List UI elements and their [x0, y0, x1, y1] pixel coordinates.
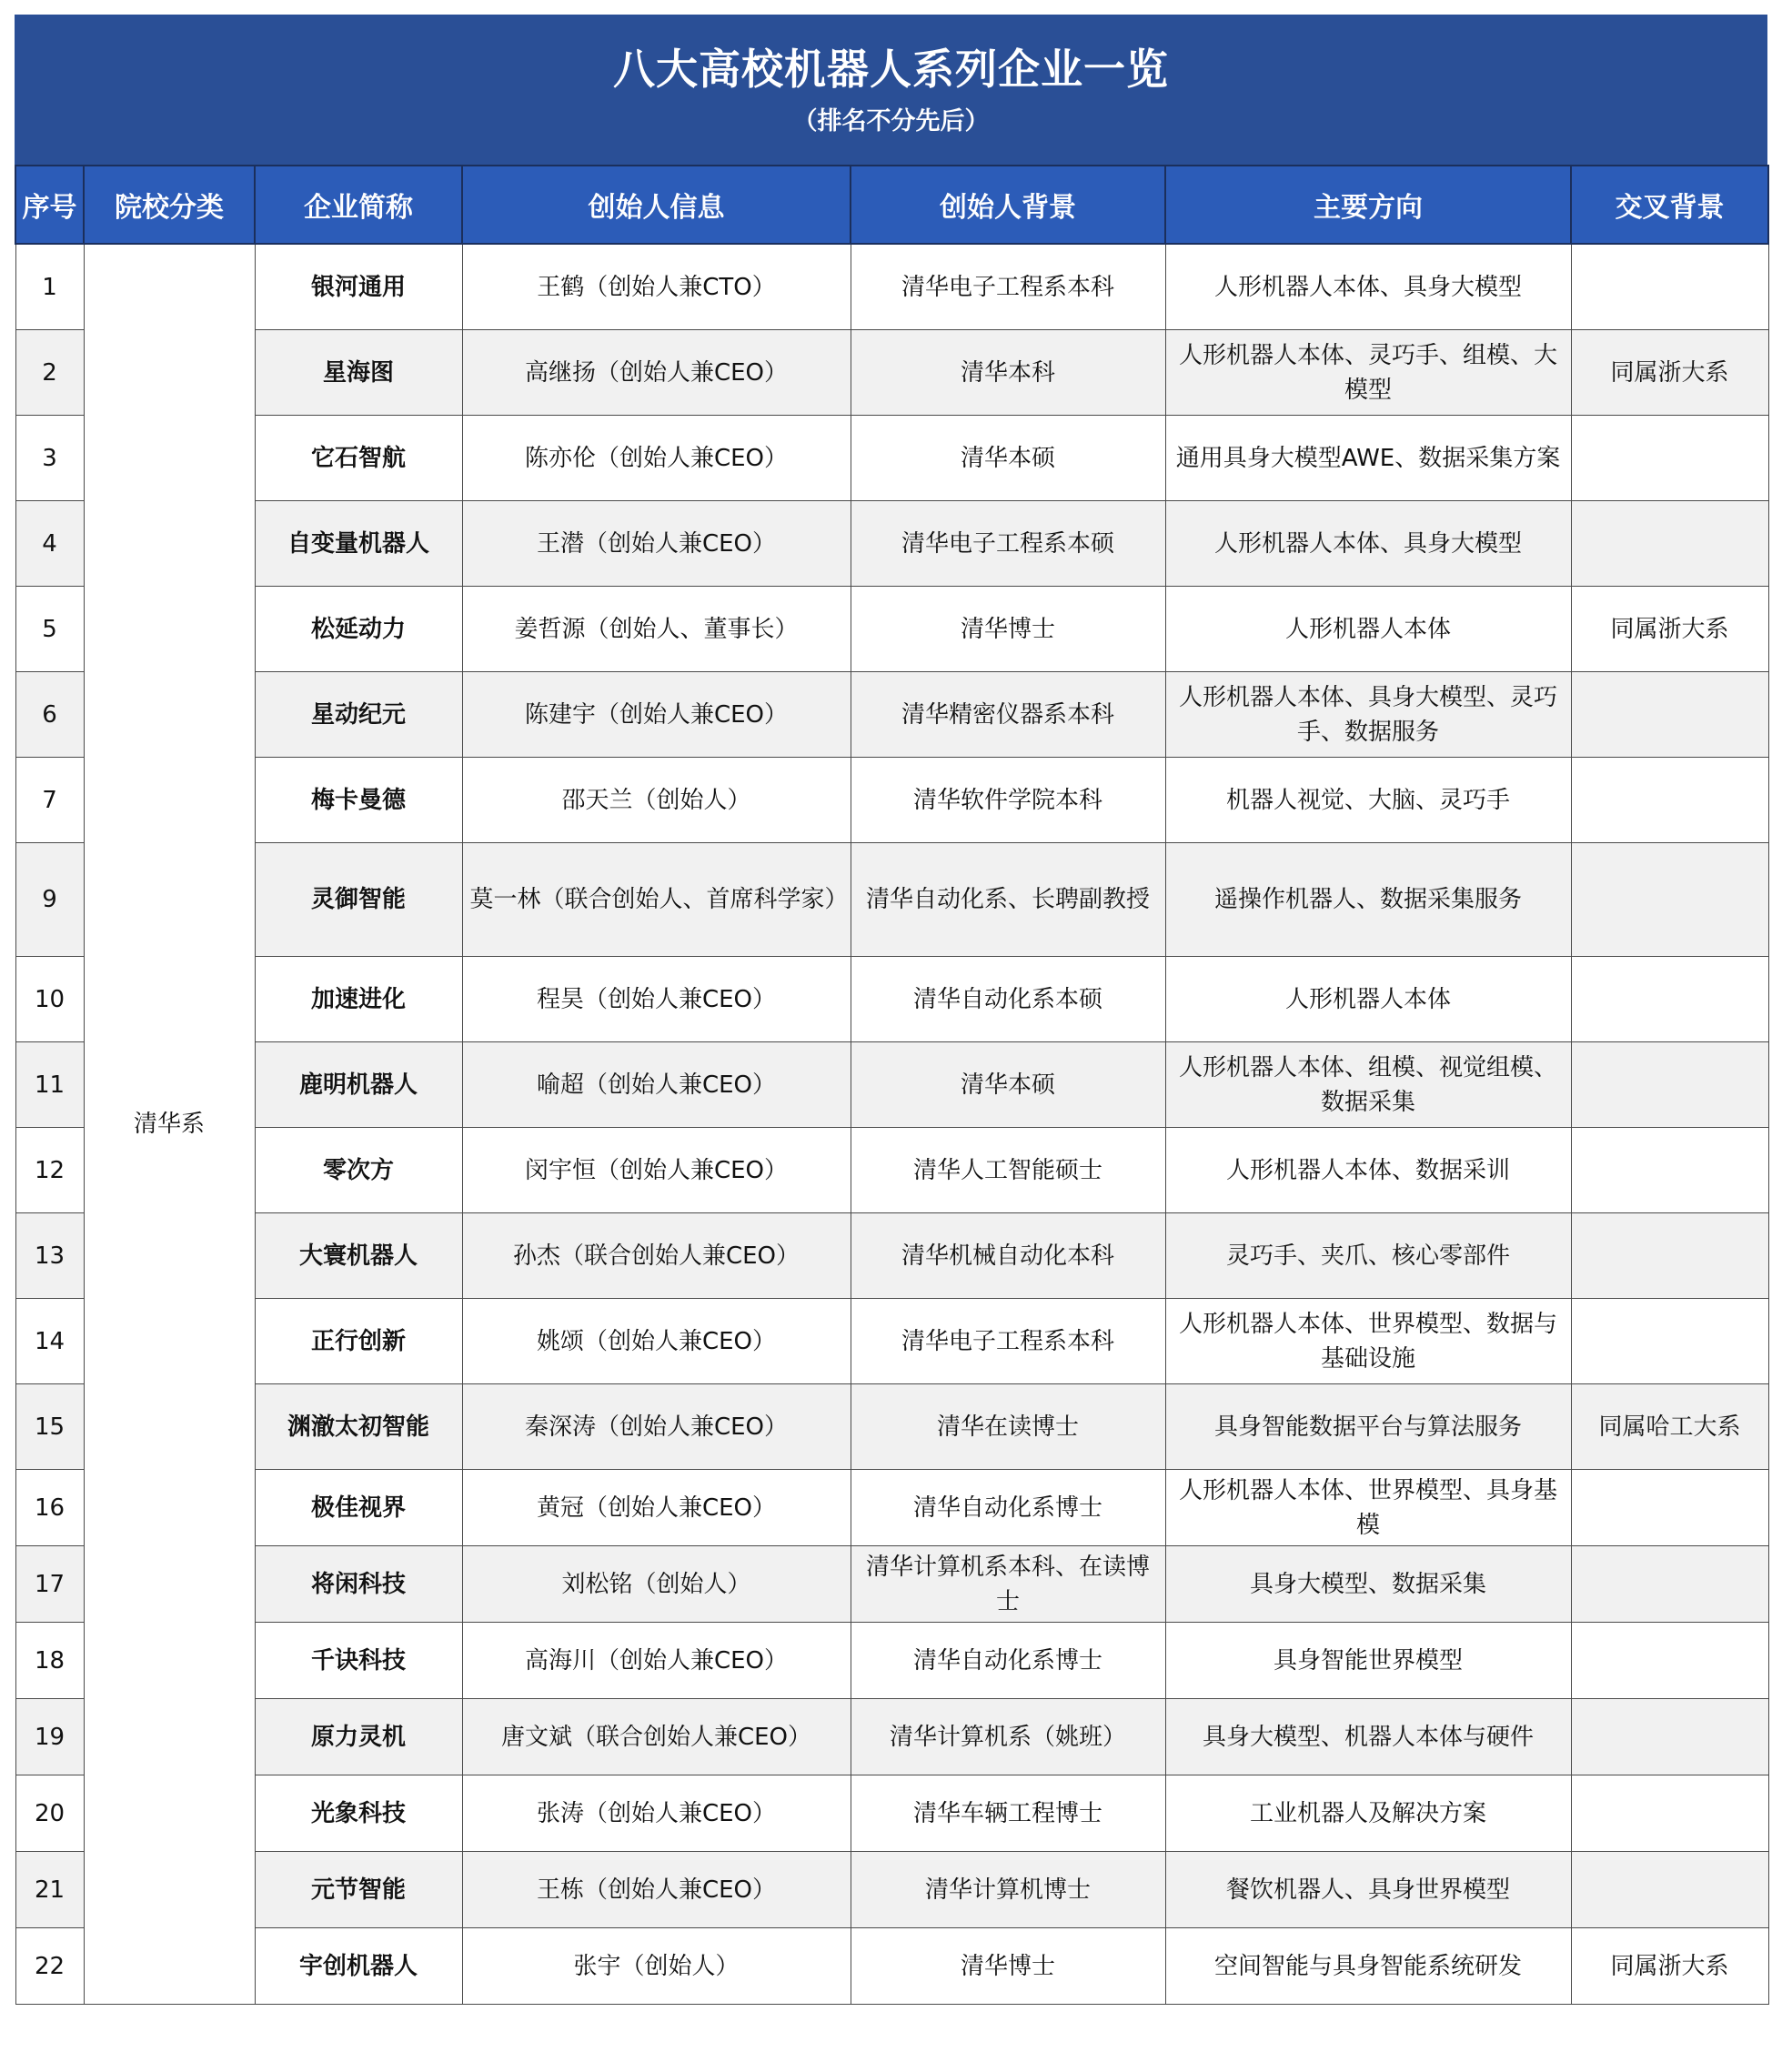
cell-company: 将闲科技	[255, 1546, 462, 1623]
table-row	[15, 1775, 1768, 1852]
cell-company: 宇创机器人	[255, 1928, 462, 2005]
cell-no: 10	[15, 957, 84, 1042]
cell-no: 2	[15, 330, 84, 416]
cell-no: 12	[15, 1128, 84, 1213]
table-row	[15, 758, 1768, 843]
cell-company: 自变量机器人	[255, 501, 462, 587]
cell-company: 渊澈太初智能	[255, 1384, 462, 1470]
table-row	[15, 330, 1768, 416]
cell-direction: 遥操作机器人、数据采集服务	[1165, 843, 1571, 957]
cell-company: 加速进化	[255, 957, 462, 1042]
cell-company: 灵御智能	[255, 843, 462, 957]
table-row	[15, 501, 1768, 587]
table-row	[15, 1546, 1768, 1623]
cell-company: 银河通用	[255, 244, 462, 330]
table-row	[15, 843, 1768, 957]
cell-direction: 通用具身大模型AWE、数据采集方案	[1165, 416, 1571, 501]
cell-cross	[1571, 1213, 1768, 1299]
table-row	[15, 1128, 1768, 1213]
cell-cross	[1571, 758, 1768, 843]
cell-cross: 同属浙大系	[1571, 1928, 1768, 2005]
cell-founder: 黄冠（创始人兼CEO）	[462, 1470, 851, 1546]
cell-no: 18	[15, 1623, 84, 1699]
cell-background: 清华机械自动化本科	[851, 1213, 1165, 1299]
cell-founder: 刘松铭（创始人）	[462, 1546, 851, 1623]
cell-founder: 高继扬（创始人兼CEO）	[462, 330, 851, 416]
column-header-no: 序号	[15, 166, 84, 244]
cell-company: 鹿明机器人	[255, 1042, 462, 1128]
cell-founder: 王潜（创始人兼CEO）	[462, 501, 851, 587]
cell-no: 13	[15, 1213, 84, 1299]
cell-background: 清华博士	[851, 587, 1165, 672]
table-row	[15, 1470, 1768, 1546]
cell-no: 19	[15, 1699, 84, 1775]
cell-background: 清华人工智能硕士	[851, 1128, 1165, 1213]
cell-direction: 具身大模型、数据采集	[1165, 1546, 1571, 1623]
cell-no: 20	[15, 1775, 84, 1852]
cell-founder: 孙杰（联合创始人兼CEO）	[462, 1213, 851, 1299]
cell-background: 清华本硕	[851, 1042, 1165, 1128]
cell-company: 原力灵机	[255, 1699, 462, 1775]
cell-company: 梅卡曼德	[255, 758, 462, 843]
cell-background: 清华自动化系、长聘副教授	[851, 843, 1165, 957]
table-row	[15, 1213, 1768, 1299]
cell-background: 清华电子工程系本硕	[851, 501, 1165, 587]
cell-no: 22	[15, 1928, 84, 2005]
cell-background: 清华本硕	[851, 416, 1165, 501]
cell-cross	[1571, 843, 1768, 957]
cell-direction: 具身大模型、机器人本体与硬件	[1165, 1699, 1571, 1775]
cell-cross	[1571, 1546, 1768, 1623]
cell-no: 5	[15, 587, 84, 672]
company-table	[15, 165, 1769, 2005]
cell-company: 光象科技	[255, 1775, 462, 1852]
cell-direction: 人形机器人本体、组模、视觉组模、数据采集	[1165, 1042, 1571, 1128]
cell-direction: 工业机器人及解决方案	[1165, 1775, 1571, 1852]
table-row	[15, 1852, 1768, 1928]
column-header-school: 院校分类	[84, 166, 255, 244]
cell-background: 清华软件学院本科	[851, 758, 1165, 843]
cell-no: 21	[15, 1852, 84, 1928]
cell-no: 3	[15, 416, 84, 501]
cell-direction: 人形机器人本体、具身大模型、灵巧手、数据服务	[1165, 672, 1571, 758]
cell-cross: 同属浙大系	[1571, 330, 1768, 416]
cell-cross	[1571, 1699, 1768, 1775]
cell-direction: 灵巧手、夹爪、核心零部件	[1165, 1213, 1571, 1299]
cell-background: 清华博士	[851, 1928, 1165, 2005]
cell-direction: 人形机器人本体	[1165, 587, 1571, 672]
cell-cross	[1571, 1775, 1768, 1852]
cell-background: 清华本科	[851, 330, 1165, 416]
cell-founder: 姜哲源（创始人、董事长）	[462, 587, 851, 672]
page-subtitle: （排名不分先后）	[792, 107, 990, 136]
cell-founder: 姚颂（创始人兼CEO）	[462, 1299, 851, 1384]
cell-cross	[1571, 1042, 1768, 1128]
cell-direction: 人形机器人本体、灵巧手、组模、大模型	[1165, 330, 1571, 416]
cell-direction: 人形机器人本体、具身大模型	[1165, 244, 1571, 330]
cell-founder: 王栋（创始人兼CEO）	[462, 1852, 851, 1928]
cell-company: 正行创新	[255, 1299, 462, 1384]
cell-direction: 人形机器人本体、数据采训	[1165, 1128, 1571, 1213]
column-header-cross: 交叉背景	[1571, 166, 1768, 244]
cell-founder: 高海川（创始人兼CEO）	[462, 1623, 851, 1699]
cell-direction: 空间智能与具身智能系统研发	[1165, 1928, 1571, 2005]
cell-founder: 张宇（创始人）	[462, 1928, 851, 2005]
column-header-founder: 创始人信息	[462, 166, 851, 244]
cell-direction: 人形机器人本体、具身大模型	[1165, 501, 1571, 587]
cell-cross	[1571, 1470, 1768, 1546]
cell-no: 7	[15, 758, 84, 843]
table-row	[15, 1299, 1768, 1384]
cell-background: 清华计算机博士	[851, 1852, 1165, 1928]
cell-founder: 唐文斌（联合创始人兼CEO）	[462, 1699, 851, 1775]
column-header-background: 创始人背景	[851, 166, 1165, 244]
cell-founder: 闵宇恒（创始人兼CEO）	[462, 1128, 851, 1213]
table-row	[15, 1928, 1768, 2005]
cell-cross: 同属浙大系	[1571, 587, 1768, 672]
cell-no: 6	[15, 672, 84, 758]
table-row	[15, 957, 1768, 1042]
page-title: 八大高校机器人系列企业一览	[613, 45, 1169, 94]
cell-cross	[1571, 1852, 1768, 1928]
header-row	[15, 166, 1768, 244]
cell-no: 11	[15, 1042, 84, 1128]
cell-direction: 具身智能数据平台与算法服务	[1165, 1384, 1571, 1470]
cell-background: 清华电子工程系本科	[851, 1299, 1165, 1384]
cell-background: 清华在读博士	[851, 1384, 1165, 1470]
column-header-company: 企业简称	[255, 166, 462, 244]
cell-founder: 邵天兰（创始人）	[462, 758, 851, 843]
cell-cross	[1571, 1299, 1768, 1384]
cell-founder: 陈亦伦（创始人兼CEO）	[462, 416, 851, 501]
cell-background: 清华计算机系（姚班）	[851, 1699, 1165, 1775]
cell-no: 15	[15, 1384, 84, 1470]
column-header-direction: 主要方向	[1165, 166, 1571, 244]
table-row	[15, 1042, 1768, 1128]
table-row	[15, 1699, 1768, 1775]
cell-company: 它石智航	[255, 416, 462, 501]
cell-background: 清华自动化系博士	[851, 1623, 1165, 1699]
cell-background: 清华车辆工程博士	[851, 1775, 1165, 1852]
cell-background: 清华自动化系本硕	[851, 957, 1165, 1042]
cell-school-group: 清华系	[84, 244, 255, 2005]
cell-no: 17	[15, 1546, 84, 1623]
table-row	[15, 1623, 1768, 1699]
cell-founder: 喻超（创始人兼CEO）	[462, 1042, 851, 1128]
cell-company: 松延动力	[255, 587, 462, 672]
cell-background: 清华自动化系博士	[851, 1470, 1165, 1546]
cell-founder: 秦深涛（创始人兼CEO）	[462, 1384, 851, 1470]
cell-company: 星动纪元	[255, 672, 462, 758]
cell-no: 1	[15, 244, 84, 330]
table-sheet	[15, 15, 1767, 2005]
cell-background: 清华计算机系本科、在读博士	[851, 1546, 1165, 1623]
title-banner	[15, 15, 1767, 165]
cell-cross	[1571, 672, 1768, 758]
cell-founder: 程昊（创始人兼CEO）	[462, 957, 851, 1042]
cell-cross	[1571, 957, 1768, 1042]
cell-no: 4	[15, 501, 84, 587]
cell-company: 星海图	[255, 330, 462, 416]
cell-company: 零次方	[255, 1128, 462, 1213]
cell-cross: 同属哈工大系	[1571, 1384, 1768, 1470]
cell-cross	[1571, 501, 1768, 587]
cell-cross	[1571, 1128, 1768, 1213]
cell-founder: 王鹤（创始人兼CTO）	[462, 244, 851, 330]
cell-no: 9	[15, 843, 84, 957]
cell-background: 清华电子工程系本科	[851, 244, 1165, 330]
cell-direction: 人形机器人本体、世界模型、具身基模	[1165, 1470, 1571, 1546]
cell-direction: 具身智能世界模型	[1165, 1623, 1571, 1699]
cell-direction: 餐饮机器人、具身世界模型	[1165, 1852, 1571, 1928]
cell-cross	[1571, 1623, 1768, 1699]
table-row	[15, 1384, 1768, 1470]
cell-direction: 人形机器人本体	[1165, 957, 1571, 1042]
cell-founder: 陈建宇（创始人兼CEO）	[462, 672, 851, 758]
cell-background: 清华精密仪器系本科	[851, 672, 1165, 758]
table-row	[15, 416, 1768, 501]
cell-company: 千诀科技	[255, 1623, 462, 1699]
table-row	[15, 587, 1768, 672]
table-row	[15, 244, 1768, 330]
cell-founder: 莫一林（联合创始人、首席科学家）	[462, 843, 851, 957]
cell-company: 元节智能	[255, 1852, 462, 1928]
cell-cross	[1571, 416, 1768, 501]
cell-cross	[1571, 244, 1768, 330]
cell-no: 16	[15, 1470, 84, 1546]
cell-no: 14	[15, 1299, 84, 1384]
cell-direction: 机器人视觉、大脑、灵巧手	[1165, 758, 1571, 843]
cell-founder: 张涛（创始人兼CEO）	[462, 1775, 851, 1852]
table-row	[15, 672, 1768, 758]
cell-company: 大寰机器人	[255, 1213, 462, 1299]
cell-company: 极佳视界	[255, 1470, 462, 1546]
cell-direction: 人形机器人本体、世界模型、数据与基础设施	[1165, 1299, 1571, 1384]
